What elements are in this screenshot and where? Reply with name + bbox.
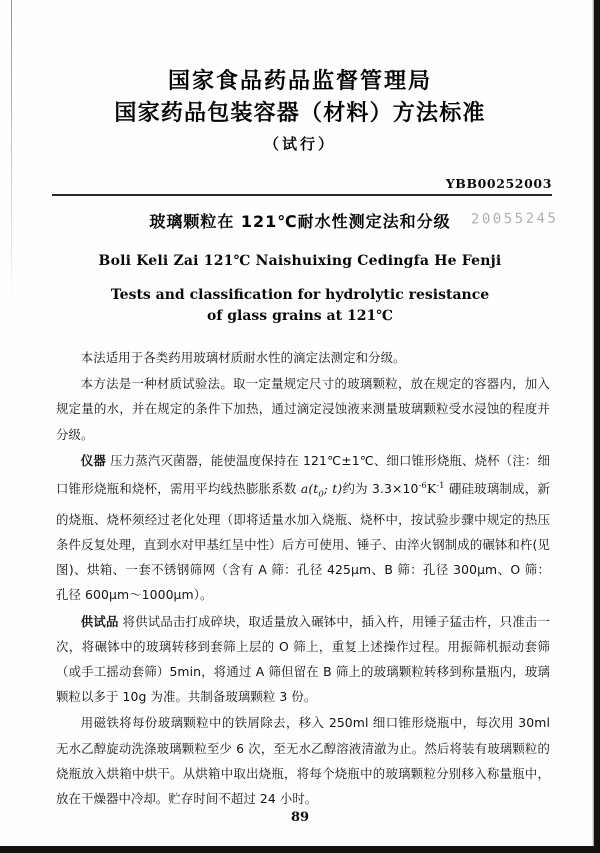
archive-stamp-number: 20055245 [470, 210, 559, 228]
expansion-coefficient-arg-close: ; t) [323, 481, 343, 497]
sample-prep-text: 将供试品击打成碎块，取适量放入碾钵中，插入杵，用锤子猛击杵，只准击一次，将碾钵中的玻璃转移到套筛上层的 O 筛上，重复上述操作过程。用振筛机振动套筛（或手工摇动套筛）5min，将通过 A 筛但留在 B 筛上的玻璃颗粒转移到称量瓶内，玻璃颗粒以多于 10g 为准。共制备玻璃颗粒 3 份。 [56, 613, 550, 705]
title-english-line1: Tests and classification for hydrolytic resistance [110, 287, 490, 303]
standard-number-row [52, 173, 552, 192]
paragraph-principle-text: 本方法是一种材质试验法。取一定量规定尺寸的玻璃颗粒，放在规定的容器内，加入规定量的水，并在规定的条件下加热，通过滴定浸蚀液来测量玻璃颗粒受水浸蚀的程度并分级。 [56, 376, 550, 442]
title-pinyin: Boli Keli Zai 121℃ Naishuixing Cedingfa He Fenji [98, 253, 502, 269]
apparatus-text-part2: 约为 3.3×10 [342, 481, 419, 497]
apparatus-text-part3: 硼硅玻璃制成，新的烧瓶、烧杯须经过老化处理（即将适量水加入烧瓶、烧杯中，按试验步骤中规定的热压条件反复处理，直到水对甲基红呈中性）后方可使用、锤子、由淬火钢制成的碾钵和杵(见图)、烘箱、一套不锈钢筛网（含有 A 筛：孔径 425μm、B 筛：孔径 300μm、O 筛：孔径 600μm～1000μm）。 [56, 481, 550, 603]
standard-number: YBB00252003 [445, 176, 552, 191]
page-footer [0, 806, 600, 825]
paragraph-sample-prep [56, 609, 550, 710]
title-english-line2: of glass grains at 121℃ [207, 308, 393, 324]
page-number: 89 [290, 810, 310, 825]
standard-series-title: 国家药品包装容器（材料）方法标准 [114, 101, 486, 126]
apparatus-text-part1: 压力蒸汽灭菌器，能使温度保持在 121℃±1℃、细口锥形烧瓶、烧杯（注：细口锥形烧瓶和烧杯，需用平均线热膨胀系数 [56, 452, 551, 497]
expansion-coefficient-arg-open: (t [308, 481, 319, 497]
paragraph-scope [56, 345, 550, 370]
title-block [0, 210, 600, 327]
sample-prep-heading: 供试品 [80, 613, 119, 629]
paragraph-apparatus [56, 448, 550, 608]
body-text [56, 345, 550, 811]
kelvin-unit: K [426, 481, 437, 497]
apparatus-heading: 仪器 [80, 452, 106, 468]
issuing-authority: 国家食品药品监督管理局 [167, 69, 432, 94]
expansion-coefficient-symbol: a [300, 481, 309, 497]
paragraph-scope-text: 本法适用于各类药用玻璃材质耐水性的滴定法测定和分级。 [80, 350, 406, 365]
expansion-coefficient-subscript: 0 [318, 488, 324, 499]
masthead [0, 66, 600, 157]
expansion-exponent: -6 [418, 480, 427, 491]
washing-text: 用磁铁将每份玻璃颗粒中的铁屑除去，移入 250ml 细口锥形烧瓶中，每次用 30ml 无水乙醇旋动洗涤玻璃颗粒至少 6 次，至无水乙醇溶液清澈为止。然后将装有玻璃颗粒的烧瓶放入烘箱中烘干。从烘箱中取出烧瓶，将每个烧瓶中的玻璃颗粒分别移入称量瓶中，放在干燥器中冷却。贮存时间不超过 24 小时。 [56, 715, 550, 807]
kelvin-exponent: -1 [436, 480, 445, 491]
paragraph-principle [56, 371, 550, 447]
paragraph-washing [56, 710, 550, 811]
page-title: 玻璃颗粒在 121℃耐水性测定法和分级 [149, 212, 451, 231]
masthead-subtitle: （试行） [263, 135, 336, 153]
title-english [0, 285, 600, 327]
header-divider [52, 194, 552, 196]
